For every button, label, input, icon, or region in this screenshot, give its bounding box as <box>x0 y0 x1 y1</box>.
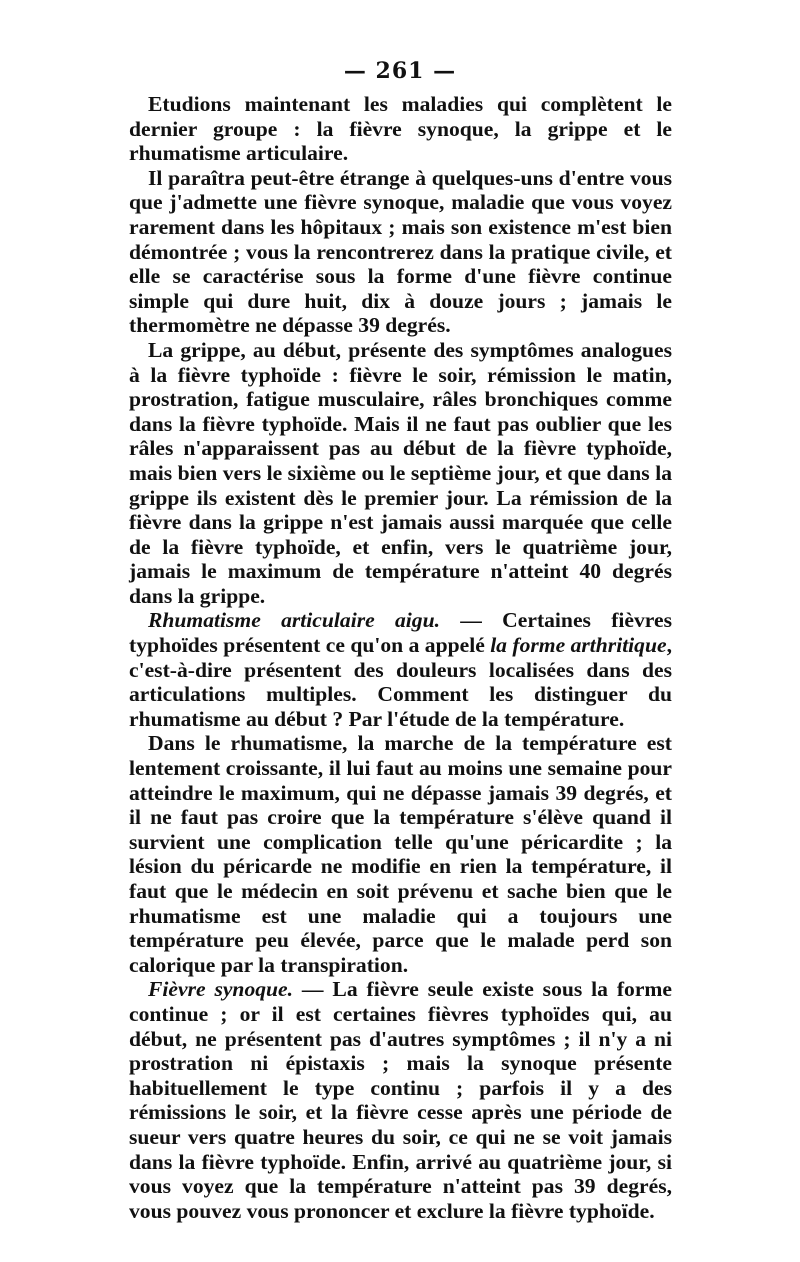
paragraph-fievre-synoque <box>129 977 672 1223</box>
page-number: — 261 — <box>343 58 457 84</box>
paragraph-intro: Etudions maintenant les maladies qui complètent le dernier groupe : la fièvre synoque, la grippe et le rhumatisme articulaire. <box>129 92 672 166</box>
section-title-fievre-synoque: Fièvre synoque. <box>148 977 294 1002</box>
paragraph-rhumatisme-text-b: , c'est-à-dire présentent des douleurs localisées dans des articulations multiples. Comment les distinguer du rhumatisme au début ? Par l'étude de la température. <box>129 633 672 731</box>
paragraph-rhumatisme-heading <box>129 608 672 731</box>
paragraph-rhumatisme-temperature: Dans le rhumatisme, la marche de la température est lentement croissante, il lui faut au moins une semaine pour atteindre le maximum, qui ne dépasse jamais 39 degrés, et il ne faut pas croire que la température s'élève quand il survient une complication telle qu'une péricardite ; la lésion du péricarde ne modifie en rien la température, il faut que le médecin en soit prévenu et sache bien que le rhumatisme est une maladie qui a toujours une température peu élevée, parce que le malade perd son calorique par la transpiration. <box>129 731 672 977</box>
paragraph-synoque-existence: Il paraîtra peut-être étrange à quelques-uns d'entre vous que j'admette une fièvre synoque, maladie que vous voyez rarement dans les hôpitaux ; mais son existence m'est bien démontrée ; vous la rencontrerez dans la pratique civile, et elle se caractérise sous la forme d'une fièvre continue simple qui dure huit, dix à douze jours ; jamais le thermomètre ne dépasse 39 degrés. <box>129 165 672 338</box>
paragraph-grippe: La grippe, au début, présente des symptômes analogues à la fièvre typhoïde : fièvre le soir, rémission le matin, prostration, fatigue musculaire, râles bronchiques comme dans la fièvre typhoïde. Mais il ne faut pas oublier que les râles n'apparaissent pas au début de la fièvre typhoïde, mais bien vers le sixième ou le septième jour, et que dans la grippe ils existent dès le premier jour. La rémission de la fièvre dans la grippe n'est jamais aussi marquée que celle de la fièvre typhoïde, et enfin, vers le quatrième jour, jamais le maximum de température n'atteint 40 degrés dans la grippe. <box>129 337 672 608</box>
paragraph-rhumatisme-text-a: — Certaines fièvres typhoïdes présentent ce qu'on a appelé <box>129 608 672 658</box>
paragraph-fievre-synoque-text: — La fièvre seule existe sous la forme continue ; or il est certaines fièvres typhoïdes qui, au début, ne présentent pas d'autres symptômes ; il n'y a ni prostration ni épistaxis ; mais la synoque présente habituellement le type continu ; parfois il y a des rémissions le soir, et la fièvre cesse après une période de sueur vers quatre heures du soir, ce qui ne se voit jamais dans la fièvre typhoïde. Enfin, arrivé au quatrième jour, si vous voyez que la température n'atteint pas 39 degrés, vous pouvez vous prononcer et exclure la fièvre typhoïde. <box>129 977 673 1223</box>
body-text <box>129 92 672 1223</box>
section-title-rhumatisme: Rhumatisme articulaire aigu. <box>148 608 440 633</box>
emphasis-forme-arthritique: la forme arthritique <box>490 633 667 658</box>
